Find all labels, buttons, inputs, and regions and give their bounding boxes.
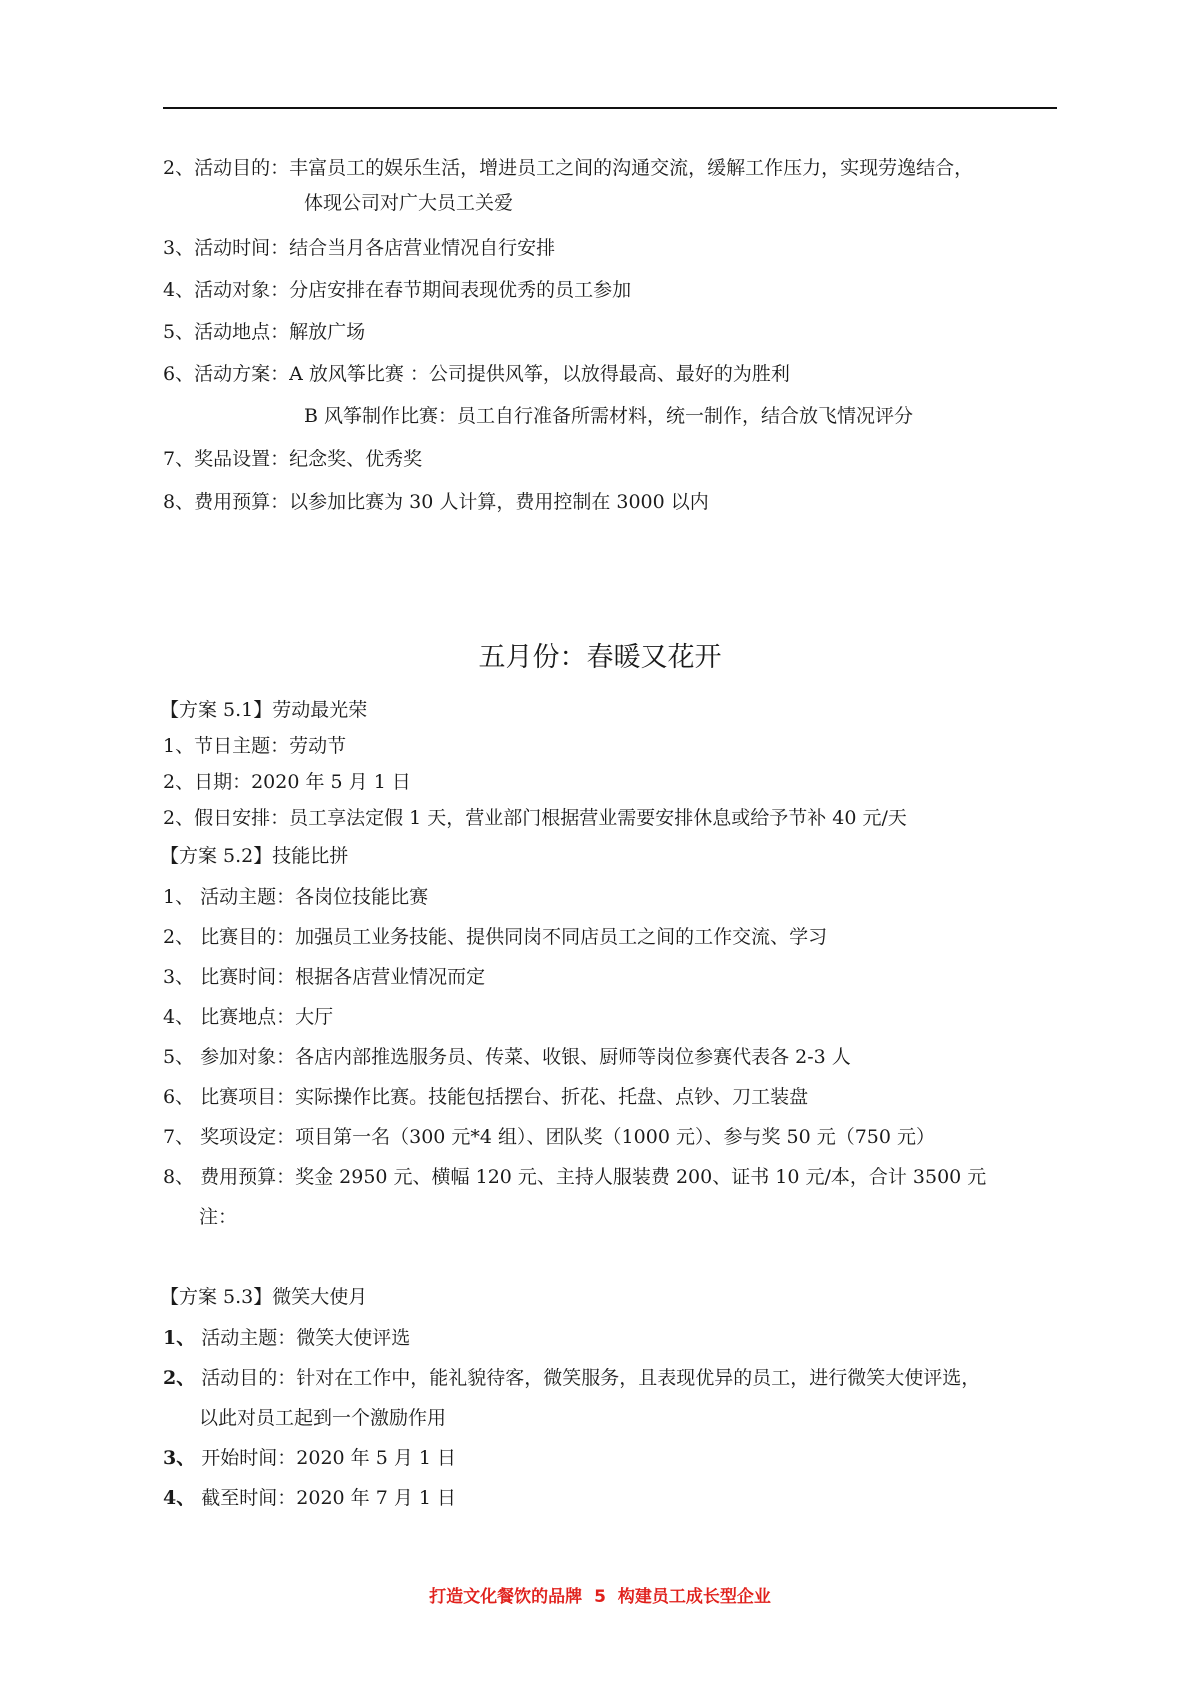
april-item-7: 7、奖品设置：纪念奖、优秀奖 [163, 448, 423, 470]
plan52-line-6: 6、 比赛项目：实际操作比赛。技能包括摆台、折花、托盘、点钞、刀工装盘 [163, 1086, 809, 1108]
plan51-line-3: 2、假日安排：员工享法定假 1 天，营业部门根据营业需要安排休息或给予节补 40 元/天 [163, 807, 907, 829]
plan53-line-2: 2、 活动目的：针对在工作中，能礼貌待客，微笑服务，且表现优异的员工，进行微笑大使评选， [163, 1367, 981, 1389]
plan53-line-3: 3、 开始时间：2020 年 5 月 1 日 [163, 1447, 457, 1469]
header-rule [163, 107, 1057, 109]
plan52-line-5: 5、 参加对象：各店内部推选服务员、传菜、收银、厨师等岗位参赛代表各 2-3 人 [163, 1046, 851, 1068]
section-title: 五月份：春暖又花开 [478, 642, 722, 673]
april-item-3: 3、活动时间：结合当月各店营业情况自行安排 [163, 237, 556, 259]
plan53-line-1: 1、 活动主题：微笑大使评选 [163, 1327, 411, 1349]
footer-slogan-right: 构建员工成长型企业 [617, 1587, 771, 1607]
plan52-line-4: 4、 比赛地点：大厅 [163, 1006, 334, 1028]
plan51-heading: 【方案 5.1】劳动最光荣 [160, 699, 368, 721]
plan53-heading: 【方案 5.3】微笑大使月 [160, 1286, 368, 1308]
april-item-4: 4、活动对象：分店安排在春节期间表现优秀的员工参加 [163, 279, 632, 301]
plan51-line-2: 2、日期：2020 年 5 月 1 日 [163, 771, 411, 793]
april-item-8: 8、费用预算：以参加比赛为 30 人计算，费用控制在 3000 以内 [163, 491, 709, 513]
plan51-line-1: 1、节日主题：劳动节 [163, 735, 347, 757]
page-footer [0, 1582, 1200, 1607]
april-item-6: 6、活动方案：A 放风筝比赛 ：公司提供风筝，以放得最高、最好的为胜利 [163, 363, 790, 385]
plan52-line-1: 1、 活动主题：各岗位技能比赛 [163, 886, 429, 908]
footer-slogan-left: 打造文化餐饮的品牌 [429, 1587, 583, 1607]
april-item-2-cont: 体现公司对广大员工关爱 [304, 192, 514, 214]
page-number: 5 [594, 1587, 606, 1607]
plan52-line-7: 7、 奖项设定：项目第一名（300 元*4 组）、团队奖（1000 元）、参与奖 50 元（750 元） [163, 1126, 936, 1148]
plan52-note: 注： [199, 1206, 238, 1228]
plan52-line-3: 3、 比赛时间：根据各店营业情况而定 [163, 966, 486, 988]
april-item-6-b: B 风筝制作比赛：员工自行准备所需材料，统一制作，结合放飞情况评分 [304, 405, 914, 427]
plan52-line-2: 2、 比赛目的：加强员工业务技能、提供同岗不同店员工之间的工作交流、学习 [163, 926, 828, 948]
plan52-line-8: 8、 费用预算：奖金 2950 元、横幅 120 元、主持人服装费 200、证书 10 元/本，合计 3500 元 [163, 1166, 987, 1188]
plan53-line-4: 4、 截至时间：2020 年 7 月 1 日 [163, 1487, 457, 1509]
plan53-line-2-cont: 以此对员工起到一个激励作用 [199, 1407, 447, 1429]
april-item-5: 5、活动地点：解放广场 [163, 321, 366, 343]
plan52-heading: 【方案 5.2】技能比拼 [160, 845, 349, 867]
april-item-2: 2、活动目的：丰富员工的娱乐生活，增进员工之间的沟通交流，缓解工作压力，实现劳逸结合， [163, 157, 974, 179]
